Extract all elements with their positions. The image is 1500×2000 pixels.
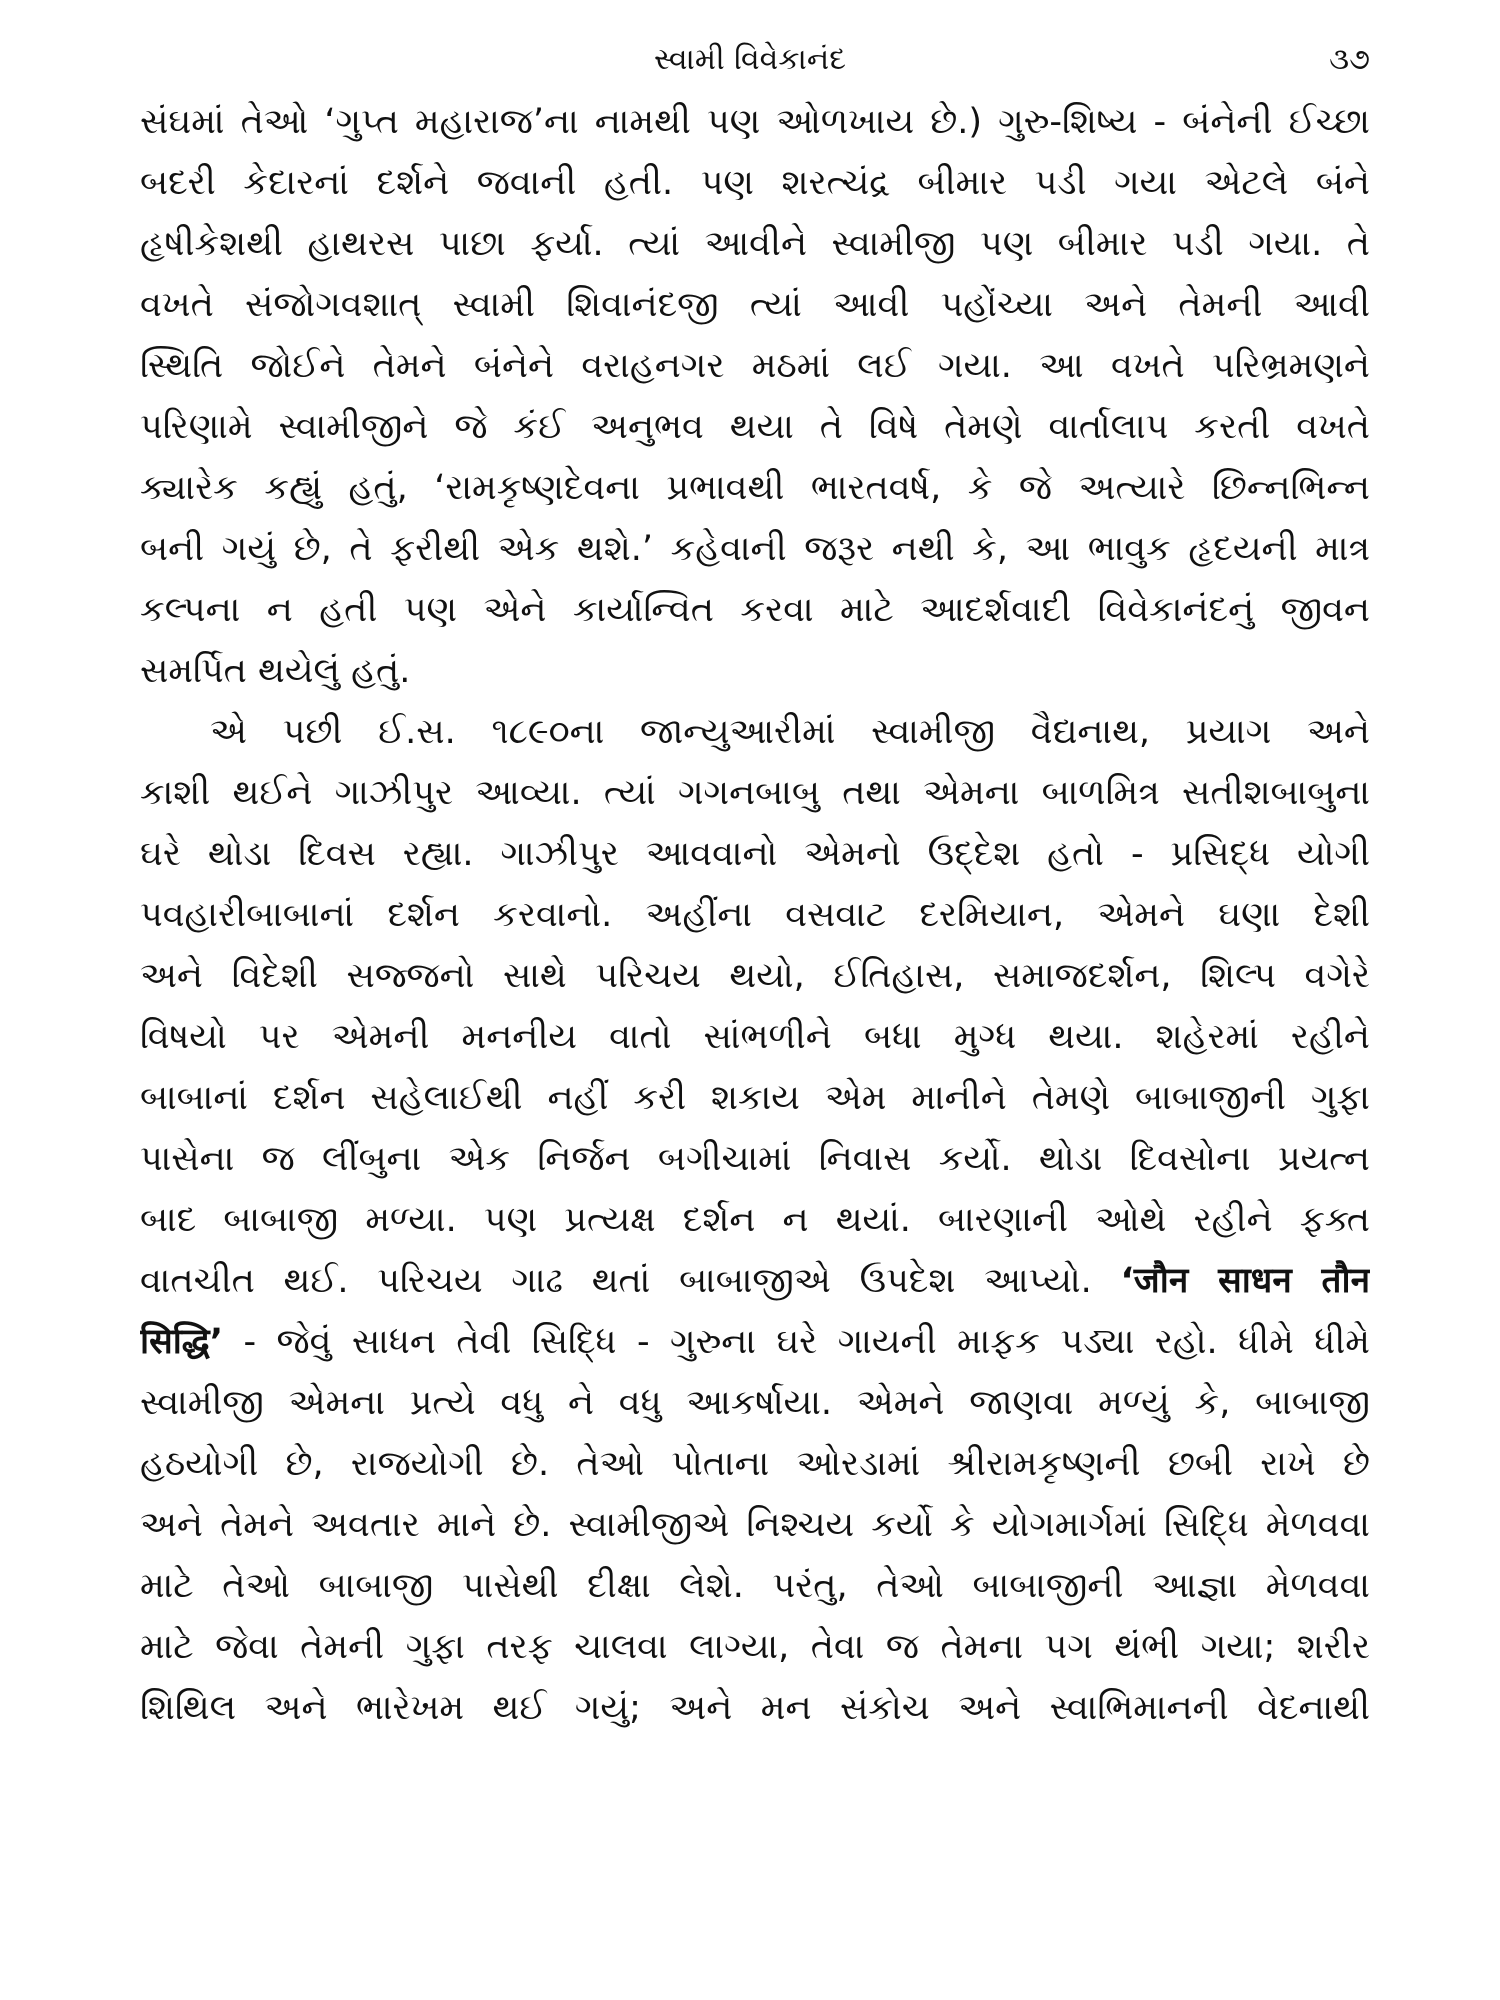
text-line: સ્વામીજી એમના પ્રત્યે વધુ ને વધુ આકર્ષાયા. એમને જાણવા મળ્યું કે, બાબાજી: [140, 1383, 1370, 1423]
text-line: કલ્પના ન હતી પણ એને કાર્યાન્વિત કરવા માટે આદર્શવાદી વિવેકાનંદનું જીવન: [140, 590, 1370, 630]
text-line: કાશી થઈને ગાઝીપુર આવ્યા. ત્યાં ગગનબાબુ તથા એમના બાળમિત્ર સતીશબાબુના: [140, 773, 1370, 813]
text-line: બની ગયું છે, તે ફરીથી એક થશે.’ કહેવાની જરૂર નથી કે, આ ભાવુક હૃદયની માત્ર: [140, 529, 1370, 569]
hindi-quote-bold: ‘जौन साधन तौन: [1120, 1261, 1370, 1301]
text-line: ક્યારેક કહ્યું હતું, ‘રામકૃષ્ણદેવના પ્રભાવથી ભારતવર્ષ, કે જે અત્યારે છિન્નભિન્ન: [140, 468, 1370, 508]
text-line: બાબાનાં દર્શન સહેલાઈથી નહીં કરી શકાય એમ માનીને તેમણે બાબાજીની ગુફા: [140, 1078, 1370, 1118]
text-line: [140, 1251, 1370, 1312]
text-line: હૃષીકેશથી હાથરસ પાછા ફર્યા. ત્યાં આવીને સ્વામીજી પણ બીમાર પડી ગયા. તે: [140, 224, 1370, 264]
text-line: હઠયોગી છે, રાજયોગી છે. તેઓ પોતાના ઓરડામાં શ્રીરામકૃષ્ણની છબી રાખે છે: [140, 1444, 1370, 1484]
text-line: માટે તેઓ બાબાજી પાસેથી દીક્ષા લેશે. પરંતુ, તેઓ બાબાજીની આજ્ઞા મેળવવા: [140, 1566, 1370, 1606]
text-line: [140, 1312, 1370, 1373]
hindi-quote-bold: सिद्धि’: [140, 1322, 224, 1362]
text-line: પવહારીબાબાનાં દર્શન કરવાનો. અહીંના વસવાટ દરમિયાન, એમને ઘણા દેશી: [140, 895, 1370, 935]
text-line: ઘરે થોડા દિવસ રહ્યા. ગાઝીપુર આવવાનો એમનો ઉદ્દેશ હતો - પ્રસિદ્ધ યોગી: [140, 834, 1370, 874]
page-number: ૩૭: [1329, 42, 1370, 77]
text-line: સ્થિતિ જોઈને તેમને બંનેને વરાહનગર મઠમાં લઈ ગયા. આ વખતે પરિભ્રમણને: [140, 346, 1370, 386]
body-text: [140, 92, 1370, 1739]
running-title: સ્વામી વિવેકાનંદ: [654, 42, 846, 77]
text-segment: - જેવું સાધન તેવી સિદ્ધિ - ગુરુના ઘરે ગાયની માફક પડ્યા રહો. ધીમે ધીમે: [223, 1322, 1370, 1362]
text-line: સમર્પિત થયેલું હતું.: [140, 651, 411, 691]
text-line: બદરી કેદારનાં દર્શને જવાની હતી. પણ શરત્ચંદ્ર બીમાર પડી ગયા એટલે બંને: [140, 163, 1370, 203]
text-line: શિથિલ અને ભારેખમ થઈ ગયું; અને મન સંકોચ અને સ્વાભિમાનની વેદનાથી: [140, 1688, 1370, 1728]
text-line: વખતે સંજોગવશાત્ સ્વામી શિવાનંદજી ત્યાં આવી પહોંચ્યા અને તેમની આવી: [140, 285, 1370, 325]
text-line: માટે જેવા તેમની ગુફા તરફ ચાલવા લાગ્યા, તેવા જ તેમના પગ થંભી ગયા; શરીર: [140, 1627, 1370, 1667]
text-line: અને તેમને અવતાર માને છે. સ્વામીજીએ નિશ્ચય કર્યો કે યોગમાર્ગમાં સિદ્ધિ મેળવવા: [140, 1505, 1370, 1545]
text-line: બાદ બાબાજી મળ્યા. પણ પ્રત્યક્ષ દર્શન ન થયાં. બારણાની ઓથે રહીને ફક્ત: [140, 1200, 1370, 1240]
text-line: પાસેના જ લીંબુના એક નિર્જન બગીચામાં નિવાસ કર્યો. થોડા દિવસોના પ્રયત્ન: [140, 1139, 1370, 1179]
text-line: પરિણામે સ્વામીજીને જે કંઈ અનુભવ થયા તે વિષે તેમણે વાર્તાલાપ કરતી વખતે: [140, 407, 1370, 447]
text-line: એ પછી ઈ.સ. ૧૮૯૦ના જાન્યુઆરીમાં સ્વામીજી વૈદ્યનાથ, પ્રયાગ અને: [210, 712, 1370, 752]
text-segment: વાતચીત થઈ. પરિચય ગાઢ થતાં બાબાજીએ ઉપદેશ આપ્યો.: [140, 1261, 1121, 1301]
text-line: વિષયો પર એમની મનનીય વાતો સાંભળીને બધા મુગ્ધ થયા. શહેરમાં રહીને: [140, 1017, 1370, 1057]
text-line: સંઘમાં તેઓ ‘ગુપ્ત મહારાજ’ના નામથી પણ ઓળખાય છે.) ગુરુ-શિષ્ય - બંનેની ઈચ્છા: [140, 102, 1370, 142]
text-line: અને વિદેશી સજ્જનો સાથે પરિચય થયો, ઈતિહાસ, સમાજદર્શન, શિલ્પ વગેરે: [140, 956, 1370, 996]
